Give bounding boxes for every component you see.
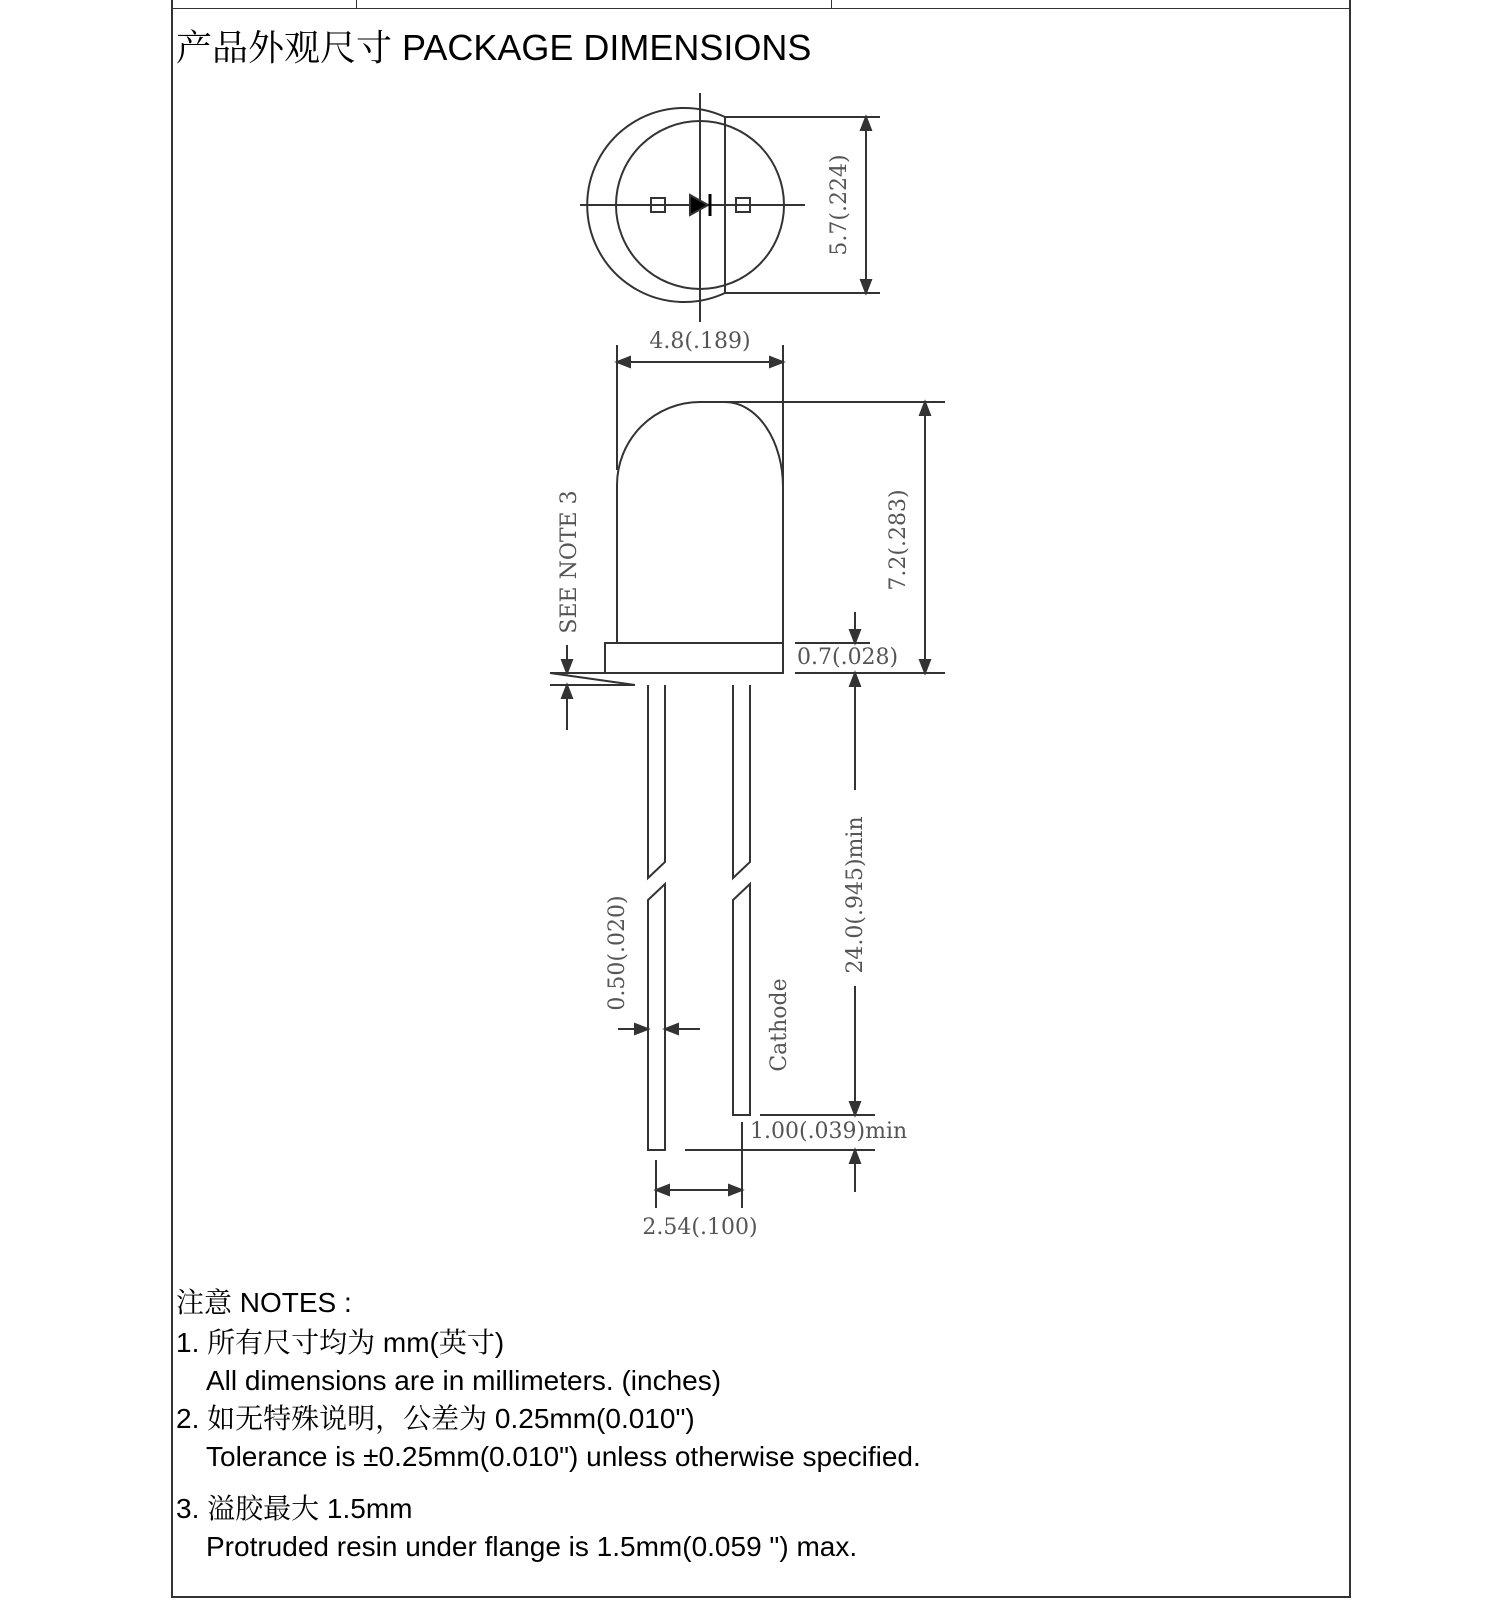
dim-arrow: [861, 280, 871, 293]
note-en: Tolerance is ±0.25mm(0.010") unless otherwise specified.: [206, 1441, 921, 1472]
dim-arrow: [770, 357, 783, 367]
led-lens-body: [617, 402, 783, 643]
notes-section: [176, 1284, 921, 1566]
dim-arrow: [850, 630, 860, 643]
dim-arrow: [850, 1102, 860, 1115]
dim-arrow: [920, 402, 930, 415]
note-item: [176, 1400, 921, 1476]
dim-label-lead-offset: 1.00(.039)min: [750, 1119, 908, 1144]
dim-arrow: [850, 673, 860, 686]
dim-arrow: [729, 1185, 742, 1195]
dim-label-pitch: 2.54(.100): [642, 1215, 758, 1240]
dim-arrow: [617, 357, 630, 367]
note-zh: 2. 如无特殊说明，公差为 0.25mm(0.010"): [176, 1403, 695, 1434]
notes-heading: 注意 NOTES :: [176, 1287, 352, 1318]
dim-arrow: [665, 1024, 678, 1034]
dim-arrow: [635, 1024, 648, 1034]
led-flange: [605, 643, 783, 673]
note-item: [176, 1324, 921, 1400]
side-view: [550, 345, 945, 1208]
dim-label-flange: 0.7(.028): [797, 645, 899, 670]
lead-right-lower: [733, 884, 750, 1115]
dim-label-body-diameter: 4.8(.189): [649, 329, 751, 354]
dim-arrow: [562, 685, 572, 698]
cathode-label: Cathode: [767, 978, 792, 1072]
dim-arrow: [920, 660, 930, 673]
note-en: All dimensions are in millimeters. (inches): [206, 1365, 722, 1396]
note-gap: [176, 1476, 921, 1490]
lead-left-lower: [648, 884, 665, 1150]
dim-extension-line: [550, 673, 635, 685]
dim-arrow: [850, 1150, 860, 1163]
dim-arrow: [656, 1185, 669, 1195]
note-zh: 3. 溢胶最大 1.5mm: [176, 1493, 413, 1524]
dim-arrow: [861, 117, 871, 130]
dim-label-lead-width: 0.50(.020): [605, 895, 630, 1011]
dim-arrow: [562, 660, 572, 673]
dim-label-height: 7.2(.283): [886, 489, 911, 591]
dim-label-outer-diameter: 5.7(.224): [827, 154, 852, 256]
note-zh: 1. 所有尺寸均为 mm(英寸): [176, 1327, 505, 1358]
dim-label-see-note: SEE NOTE 3: [557, 490, 582, 634]
lead-left-upper: [648, 685, 665, 878]
dim-label-lead-length: 24.0(.945)min: [843, 816, 868, 974]
note-en: Protruded resin under flange is 1.5mm(0.059 ") max.: [206, 1531, 858, 1562]
lead-right-upper: [733, 685, 750, 878]
note-item: [176, 1490, 921, 1566]
led-package-drawing: [557, 90, 980, 1270]
page-title: 产品外观尺寸 PACKAGE DIMENSIONS: [176, 27, 812, 68]
